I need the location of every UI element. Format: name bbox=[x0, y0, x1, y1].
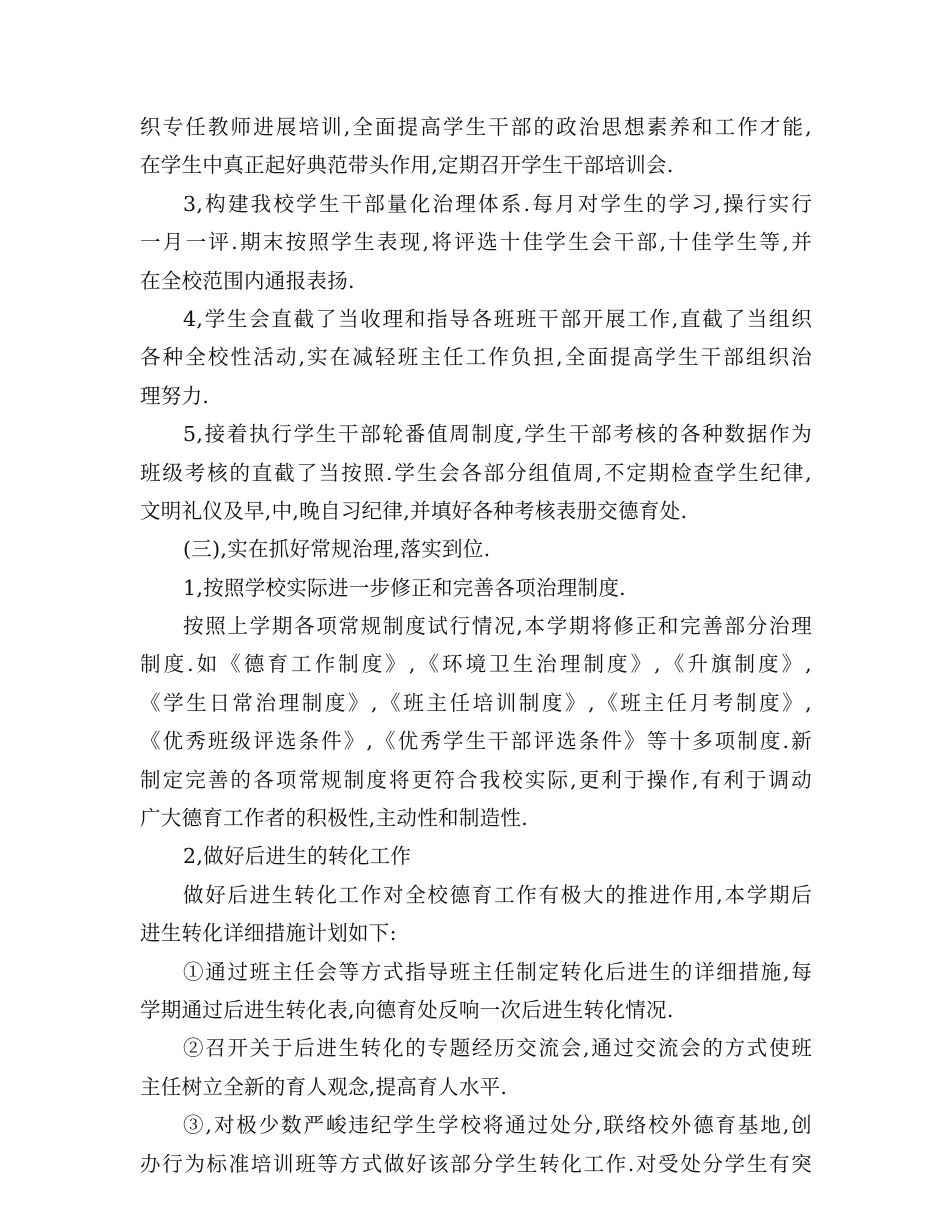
text-line: 主任树立全新的育人观念,提高育人水平. bbox=[140, 1074, 508, 1099]
text-line: 制度.如《德育工作制度》,《环境卫生治理制度》,《升旗制度》, bbox=[140, 652, 812, 677]
text-line: 进生转化详细措施计划如下: bbox=[140, 921, 397, 946]
text-line: 做好后进生转化工作对全校德育工作有极大的推进作用,本学期后 bbox=[183, 882, 812, 907]
text-line: (三),实在抓好常规治理,落实到位. bbox=[183, 537, 491, 562]
text-line: 《优秀班级评选条件》,《优秀学生干部评选条件》等十多项制度.新 bbox=[140, 729, 812, 754]
text-line: 广大德育工作者的积极性,主动性和制造性. bbox=[140, 806, 529, 831]
text-line: ③,对极少数严峻违纪学生学校将通过处分,联络校外德育基地,创 bbox=[183, 1113, 812, 1138]
text-line: 5,接着执行学生干部轮番值周制度,学生干部考核的各种数据作为 bbox=[183, 422, 812, 447]
text-line: 在学生中真正起好典范带头作用,定期召开学生干部培训会. bbox=[140, 153, 674, 178]
text-line: 理努力. bbox=[140, 383, 210, 408]
text-line: 在全校范围内通报表扬. bbox=[140, 268, 355, 293]
text-line: 各种全校性活动,实在减轻班主任工作负担,全面提高学生干部组织治 bbox=[140, 345, 812, 370]
text-line: 按照上学期各项常规制度试行情况,本学期将修正和完善部分治理 bbox=[183, 614, 812, 639]
text-line: 班级考核的直截了当按照.学生会各部分组值周,不定期检查学生纪律, bbox=[140, 460, 812, 485]
text-line: 文明礼仪及早,中,晚自习纪律,并填好各种考核表册交德育处. bbox=[140, 498, 688, 523]
text-line: 一月一评.期末按照学生表现,将评选十佳学生会干部,十佳学生等,并 bbox=[140, 230, 812, 255]
text-line: 2,做好后进生的转化工作 bbox=[183, 844, 412, 869]
text-line: 《学生日常治理制度》,《班主任培训制度》,《班主任月考制度》, bbox=[140, 690, 812, 715]
text-line: 制定完善的各项常规制度将更符合我校实际,更利于操作,有利于调动 bbox=[140, 767, 812, 792]
text-line: 1,按照学校实际进一步修正和完善各项治理制度. bbox=[183, 575, 626, 600]
text-line: 办行为标准培训班等方式做好该部分学生转化工作.对受处分学生有突 bbox=[140, 1151, 812, 1176]
text-line: 4,学生会直截了当收理和指导各班班干部开展工作,直截了当组织 bbox=[183, 306, 812, 331]
text-line: ②召开关于后进生转化的专题经历交流会,通过交流会的方式使班 bbox=[183, 1036, 812, 1061]
text-line: 学期通过后进生转化表,向德育处反响一次后进生转化情况. bbox=[140, 997, 674, 1022]
body-text bbox=[140, 108, 812, 1183]
text-line: 3,构建我校学生干部量化治理体系.每月对学生的学习,操行实行 bbox=[183, 191, 812, 216]
text-line: 织专任教师进展培训,全面提高学生干部的政治思想素养和工作才能, bbox=[140, 115, 812, 139]
text-line: ①通过班主任会等方式指导班主任制定转化后进生的详细措施,每 bbox=[183, 959, 812, 984]
